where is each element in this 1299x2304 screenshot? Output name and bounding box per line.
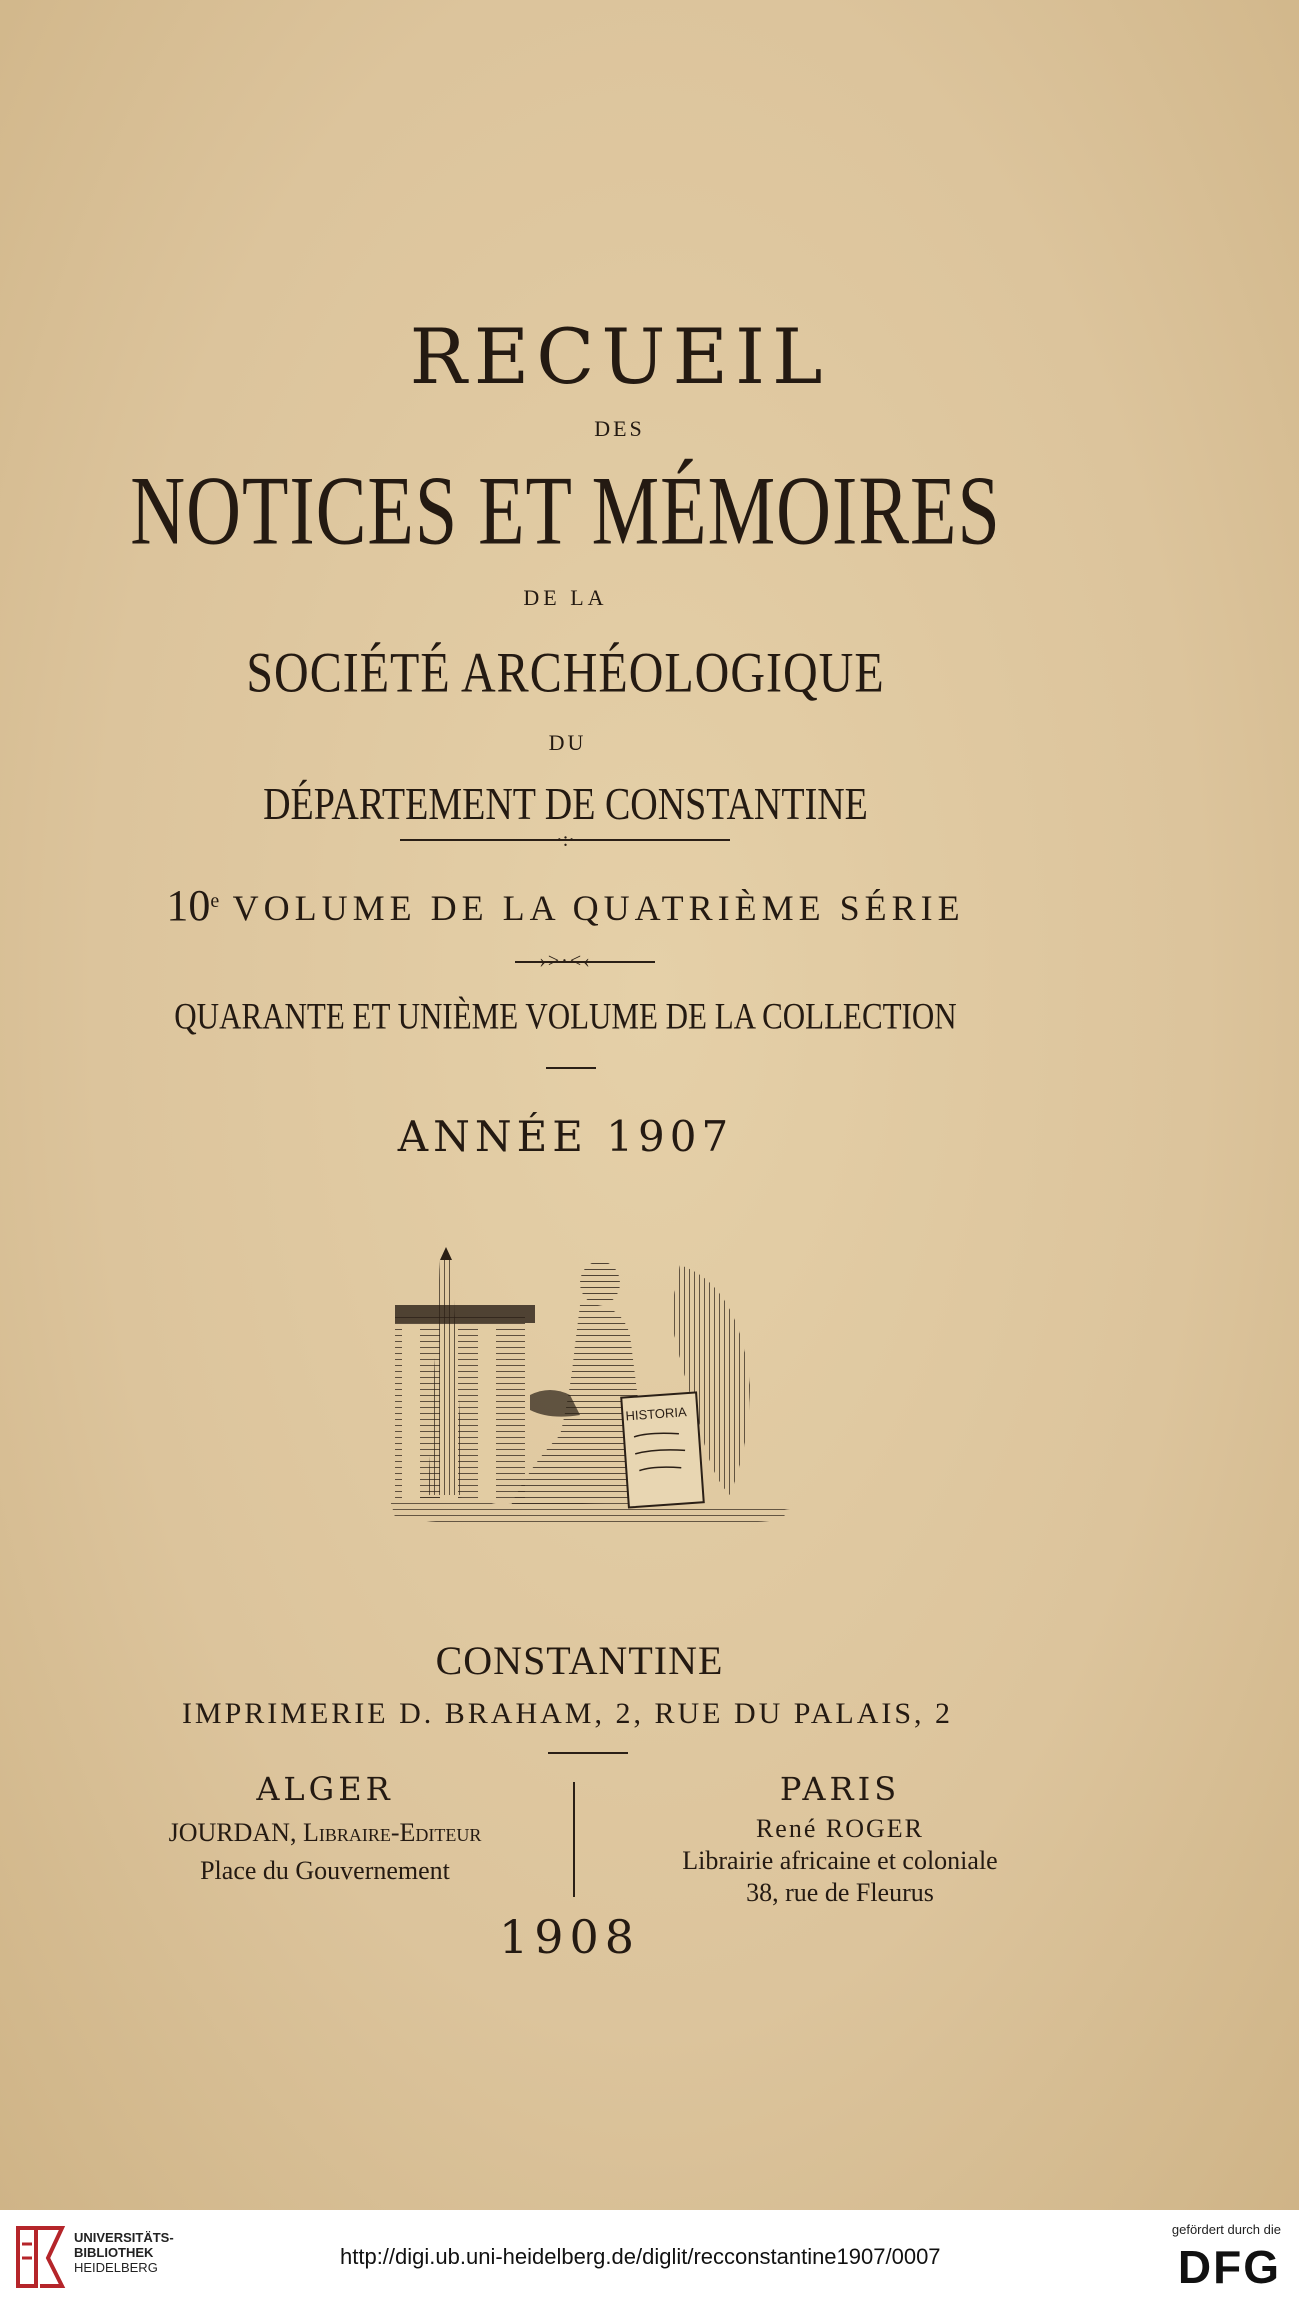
paris-desc: Librairie africaine et coloniale (682, 1846, 998, 1875)
title-des: DES (594, 416, 645, 441)
alger-city: ALGER (256, 1770, 394, 1808)
title-collection: QUARANTE ET UNIÈME VOLUME DE LA COLLECTION (174, 995, 957, 1037)
digitization-footer (0, 2210, 1299, 2304)
alger-address: Place du Gouvernement (200, 1856, 450, 1885)
title-notices: NOTICES ET MÉMOIRES (130, 456, 1001, 566)
paris-publisher: René ROGER (755, 1814, 925, 1843)
vignette-historia-label: HISTORIA (625, 1404, 688, 1424)
alger-column (120, 1770, 530, 1886)
library-line-3: HEIDELBERG (74, 2260, 158, 2275)
alger-publisher: JOURDAN, Libraire-Editeur (168, 1818, 482, 1847)
imprint-column-divider (573, 1782, 575, 1897)
paris-column (620, 1770, 1060, 1908)
title-societe: SOCIÉTÉ ARCHÉOLOGIQUE (246, 641, 885, 705)
title-de-la: DE LA (523, 585, 608, 610)
volume-number: 10 (166, 881, 211, 930)
short-rule (546, 1067, 596, 1069)
library-line-1: UNIVERSITÄTS- (74, 2230, 174, 2245)
title-departement: DÉPARTEMENT DE CONSTANTINE (263, 779, 868, 830)
paris-address: 38, rue de Fleurus (746, 1878, 934, 1907)
dfg-logo: DFG (1177, 2241, 1281, 2293)
ornament-1: ·:· (556, 829, 575, 851)
volume-rest: VOLUME DE LA QUATRIÈME SÉRIE (219, 888, 965, 928)
paris-city: PARIS (779, 1770, 901, 1808)
imprint-year: 1908 (498, 1910, 641, 1964)
volume-sup: e (210, 890, 220, 912)
title-du: DU (548, 730, 587, 755)
title-annee: ANNÉE 1907 (397, 1112, 734, 1161)
title-recueil: RECUEIL (409, 312, 830, 401)
title-volume (0, 880, 1215, 931)
permalink-url[interactable]: http://digi.ub.uni-heidelberg.de/diglit/recconstantine1907/0007 (340, 2244, 941, 2269)
imprint-rule (548, 1752, 628, 1754)
ornament-2: ›>·<‹ (539, 950, 592, 972)
library-logo-icon (14, 2224, 66, 2290)
imprint-city: CONSTANTINE (435, 1638, 724, 1683)
library-line-2: BIBLIOTHEK (74, 2245, 154, 2260)
library-name (74, 2230, 174, 2275)
vignette-muse-illustration (380, 1245, 800, 1535)
funding-note: gefördert durch die (1171, 2222, 1281, 2237)
imprint-printer: IMPRIMERIE D. BRAHAM, 2, RUE DU PALAIS, 2 (181, 1697, 954, 1730)
